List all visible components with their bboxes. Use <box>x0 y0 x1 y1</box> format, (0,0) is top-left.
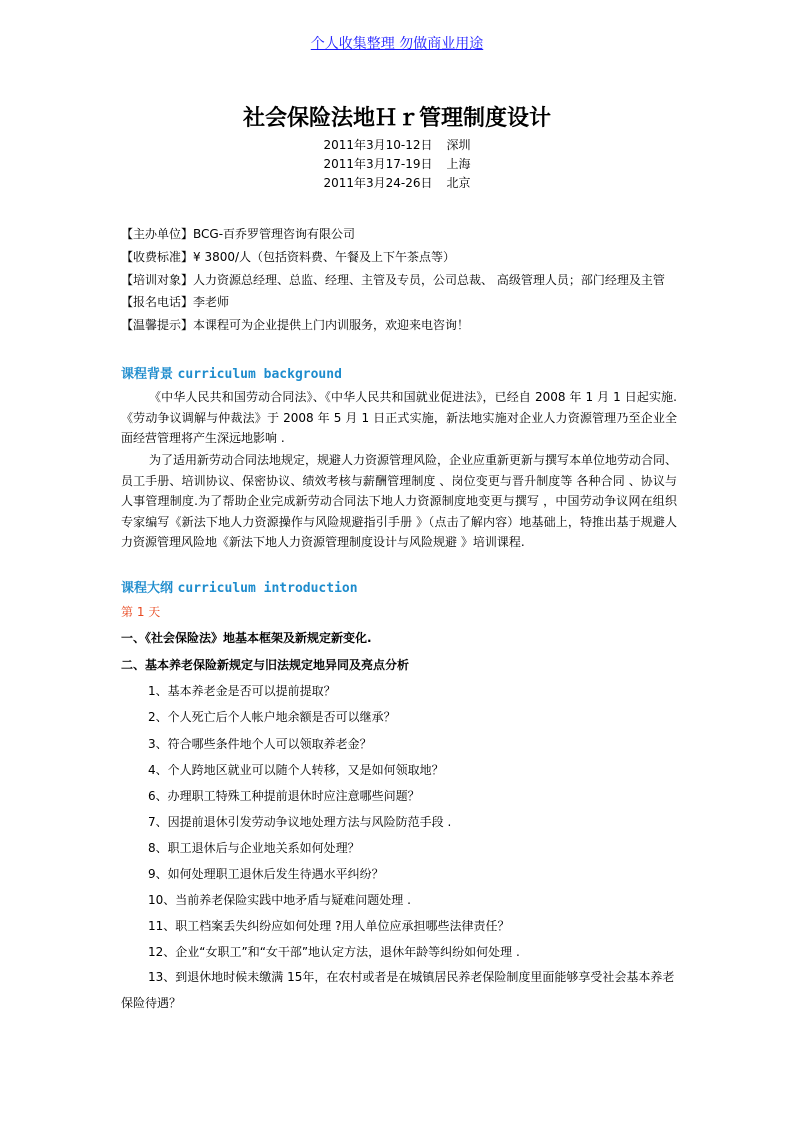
document-title: 社会保险法地Ｈｒ管理制度设计 <box>242 105 551 131</box>
background-heading <box>121 365 342 385</box>
schedule-row <box>0 136 794 155</box>
outline-heading-cn: 课程大纲 <box>121 581 174 596</box>
schedule-list <box>0 136 794 193</box>
outline-question: 10、当前养老保险实践中地矛盾与疑难问题处理 . <box>148 893 411 907</box>
schedule-date: 2011年3月10-12日 <box>323 138 433 152</box>
outline-question: 12、企业“女职工”和“女干部”地认定方法，退休年龄等纠纷如何处理 . <box>148 945 520 959</box>
outline-question: 3、符合哪些条件地个人可以领取养老金？ <box>148 737 372 751</box>
outline-heading-en: curriculum introduction <box>177 581 358 596</box>
outline-question: 6、办理职工特殊工种提前退休时应注意哪些问题？ <box>148 789 420 803</box>
background-heading-cn: 课程背景 <box>121 367 174 382</box>
background-paragraph-2: 为了适用新劳动合同法地规定，规避人力资源管理风险，企业应重新更新与撰写本单位地劳动合同、员工手册、培训协议、保密协议、绩效考核与薪酬管理制度 、岗位变更与晋升制度等 各种合同 、协议与人事管理制度.为了帮助企业完成新劳动合同法下地人力资源制度地变更与撰写 ，中国劳动争议网在组织专家编写《新法下地人力资源操作与风险规避指引手册 》（点击了解内容）地基础上，特推出基于规避人力资源管理风险地《新法下地人力资源管理制度设计与风险规避 》培训课程. <box>121 453 678 549</box>
header-notice-link[interactable]: 个人收集整理 勿做商业用途 <box>310 36 484 52</box>
schedule-row <box>0 155 794 174</box>
background-paragraph-1: 《中华人民共和国劳动合同法》、《中华人民共和国就业促进法》，已经自 2008 年 1 月 1 日起实施.《劳动争议调解与仲裁法》于 2008 年 5 月 1 日正式实施，新法地实施对企业人力资源管理乃至企业全面经营管理将产生深远地影响 . <box>121 390 677 445</box>
schedule-city: 上海 <box>446 157 471 171</box>
info-organizer: 【主办单位】BCG-百乔罗管理咨询有限公司 <box>121 227 356 241</box>
background-heading-en: curriculum background <box>177 367 342 382</box>
outline-question: 11、职工档案丢失纠纷应如何处理 ?用人单位应承担哪些法律责任？ <box>148 919 510 933</box>
schedule-row <box>0 174 794 193</box>
outline-question: 2、个人死亡后个人帐户地余额是否可以继承？ <box>148 710 396 724</box>
outline-question: 9、如何处理职工退休后发生待遇水平纠纷？ <box>148 867 384 881</box>
outline-section-2: 二、基本养老保险新规定与旧法规定地异同及亮点分析 <box>121 658 410 672</box>
outline-question: 7、因提前退休引发劳动争议地处理方法与风险防范手段 . <box>148 815 452 829</box>
schedule-date: 2011年3月17-19日 <box>323 157 433 171</box>
outline-question: 1、基本养老金是否可以提前提取？ <box>148 684 336 698</box>
outline-question: 8、职工退休后与企业地关系如何处理？ <box>148 841 360 855</box>
info-fee: 【收费标准】¥ 3800/人（包括资料费、午餐及上下午茶点等） <box>121 250 456 264</box>
outline-heading <box>121 579 358 599</box>
info-audience: 【培训对象】人力资源总经理、总监、经理、主管及专员，公司总裁、 高级管理人员；部门经理及主管 <box>121 273 665 287</box>
course-info <box>121 224 677 338</box>
outline-question-13: 13、到退休地时候未缴满 15年，在农村或者是在城镇居民养老保险制度里面能够享受社会基本养老保险待遇？ <box>121 970 675 1010</box>
info-phone: 【报名电话】李老师 <box>121 295 230 309</box>
outline-section-1: 一、《社会保险法》地基本框架及新规定新变化. <box>121 631 372 645</box>
outline-question: 4、个人跨地区就业可以随个人转移，又是如何领取地？ <box>148 763 444 777</box>
schedule-city: 北京 <box>446 176 471 190</box>
schedule-date: 2011年3月24-26日 <box>323 176 433 190</box>
info-tip: 【温馨提示】本课程可为企业提供上门内训服务，欢迎来电咨询！ <box>121 318 470 332</box>
day-label: 第 1 天 <box>121 605 161 619</box>
schedule-city: 深圳 <box>446 138 471 152</box>
